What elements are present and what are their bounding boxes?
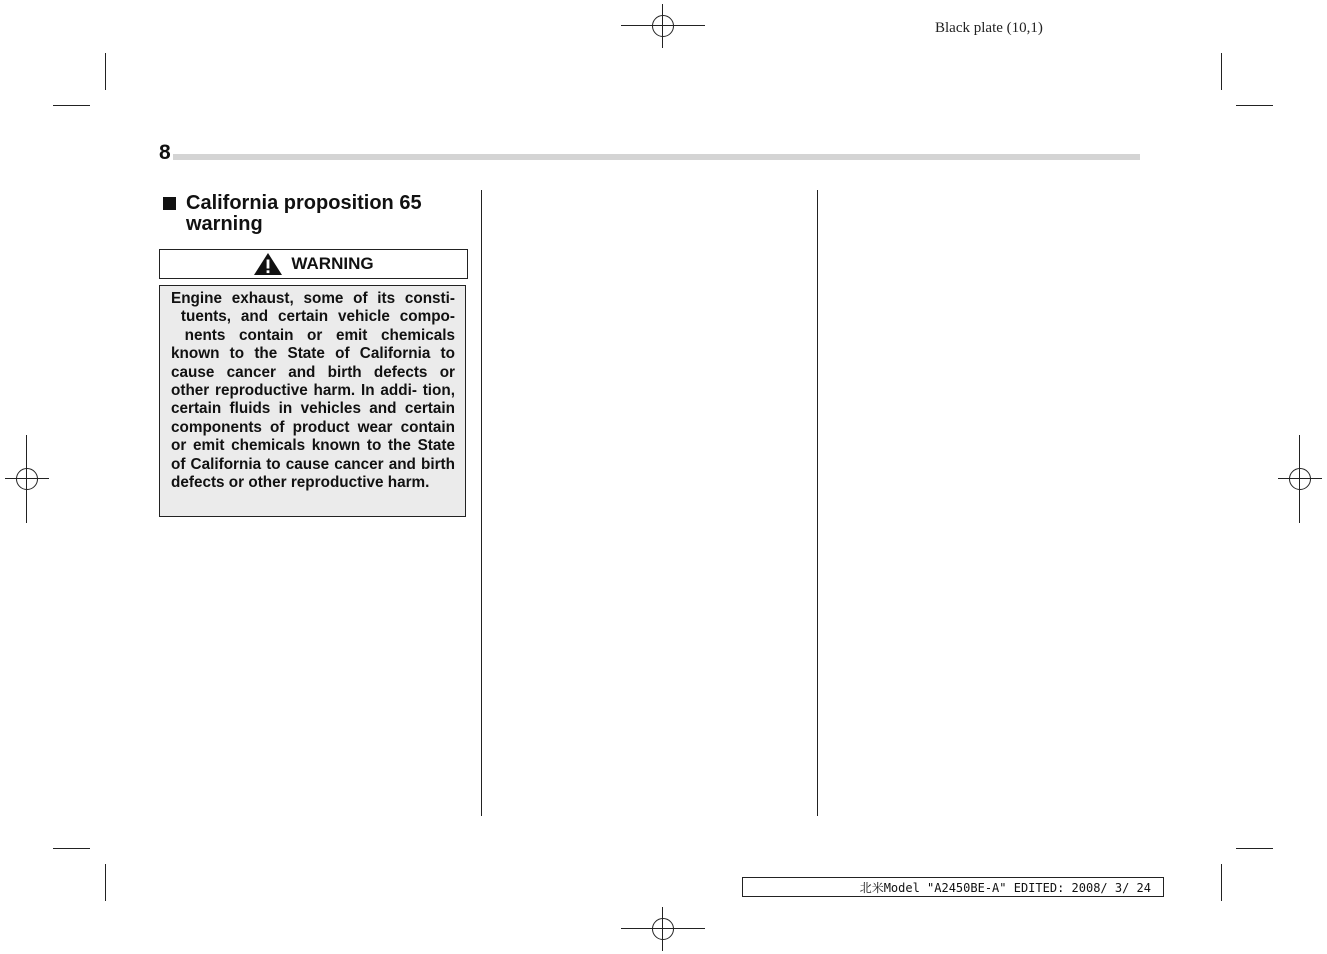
registration-mark-icon xyxy=(641,907,685,951)
header-rule xyxy=(173,154,1140,160)
warning-triangle-icon xyxy=(253,252,283,276)
registration-mark-icon xyxy=(1278,457,1322,501)
column-divider xyxy=(817,190,818,816)
section-heading-text: California proposition 65 warning xyxy=(186,192,422,235)
page-number: 8 xyxy=(159,141,171,164)
square-bullet-icon xyxy=(163,197,176,210)
crop-mark xyxy=(1221,864,1222,901)
warning-title: WARNING xyxy=(291,254,374,273)
edit-info: 北米Model "A2450BE-A" EDITED: 2008/ 3/ 24 xyxy=(742,877,1164,897)
crop-mark xyxy=(105,53,106,90)
crop-mark xyxy=(1236,105,1273,106)
column-divider xyxy=(481,190,482,816)
registration-mark-icon xyxy=(5,457,49,501)
crop-mark xyxy=(53,848,90,849)
crop-mark xyxy=(1236,848,1273,849)
plate-label: Black plate (10,1) xyxy=(935,20,1043,36)
crop-mark xyxy=(1221,53,1222,90)
crop-mark xyxy=(105,864,106,901)
warning-body: Engine exhaust, some of its consti- tuents, and certain vehicle compo- nents contain or emit chemicals known to the State of California to cause cancer and birth defects or other reproductive harm. In addi- tion, certain fluids in vehicles and certain components of product wear contain or emit chemicals known to the State of California to cause cancer and birth defects or other reproductive harm. xyxy=(159,285,466,517)
warning-header xyxy=(159,249,468,279)
registration-mark-icon xyxy=(641,4,685,48)
crop-mark xyxy=(53,105,90,106)
